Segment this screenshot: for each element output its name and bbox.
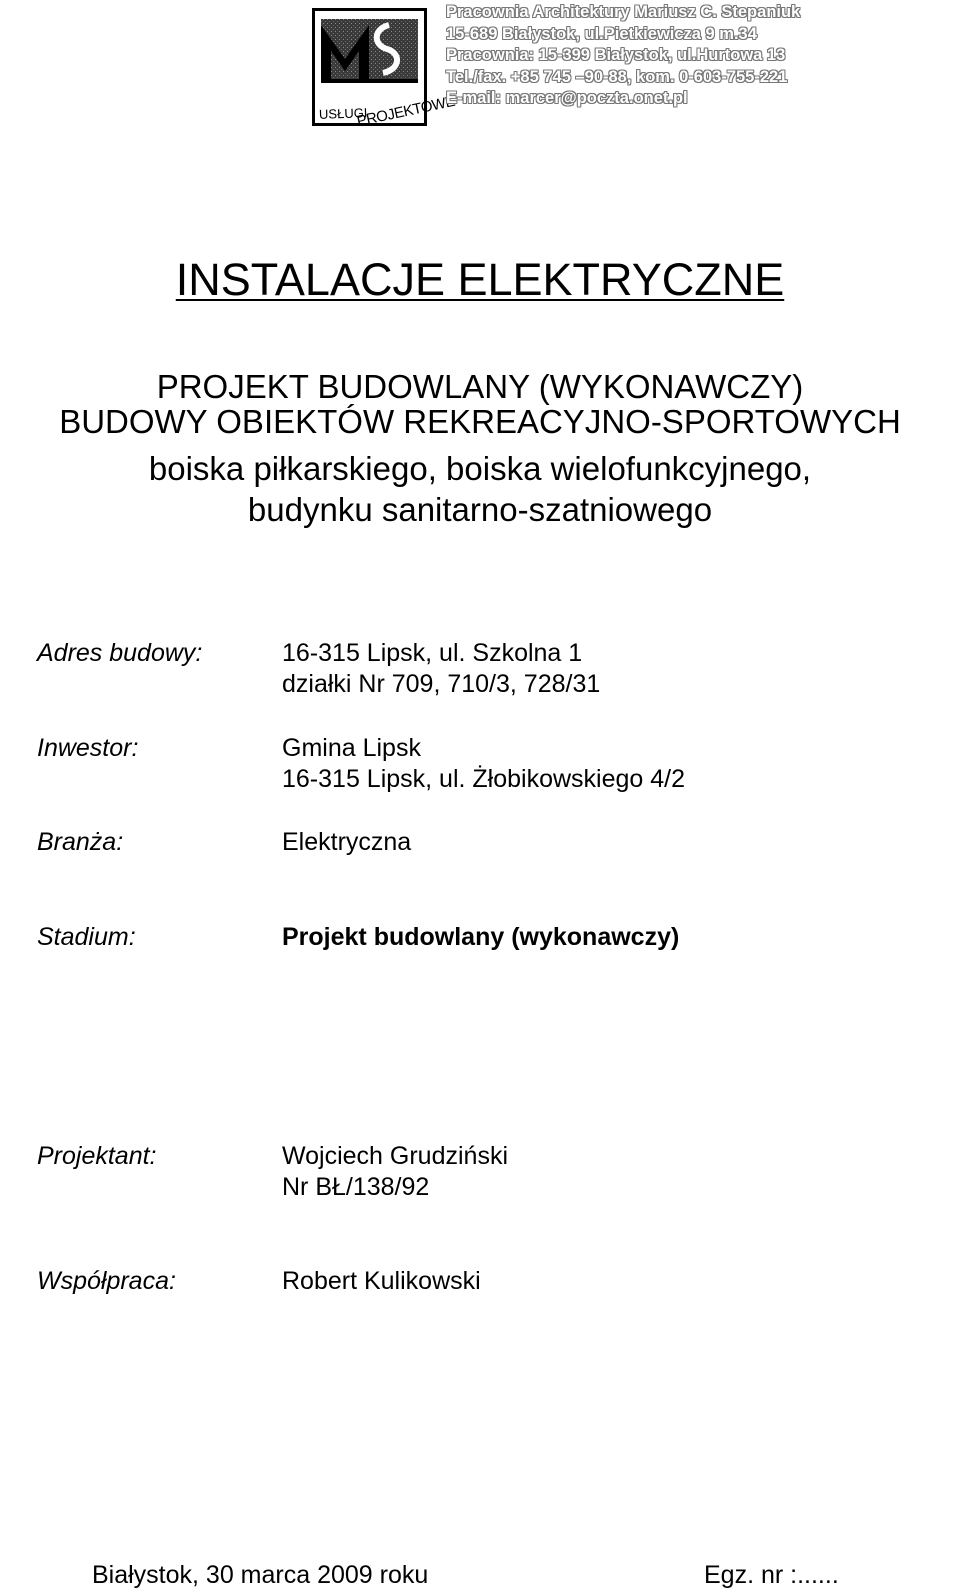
address-label: Adres budowy: (37, 639, 203, 667)
copy-number: Egz. nr :...... (704, 1561, 839, 1589)
stage-label: Stadium: (37, 923, 136, 951)
subtitle-line-2: BUDOWY OBIEKTÓW REKREACYJNO-SPORTOWYCH (59, 403, 901, 440)
document-title-text: INSTALACJE ELEKTRYCZNE (175, 254, 785, 305)
investor-label: Inwestor: (37, 734, 139, 762)
branch-label: Branża: (37, 828, 124, 856)
branch-value: Elektryczna (282, 828, 412, 856)
company-phone: Tel./fax. +85 745 –90-88, kom. 0-603-755-221 (446, 67, 788, 86)
designer-license: Nr BŁ/138/92 (282, 1173, 430, 1201)
subtitle-line-1: PROJEKT BUDOWLANY (WYKONAWCZY) (156, 368, 804, 405)
company-name: Pracownia Architektury Mariusz C. Stepaniuk (446, 3, 801, 21)
subtitle-line-4: budynku sanitarno-szatniowego (247, 491, 713, 528)
company-address: 15-689 Białystok, ul.Pietkiewicza 9 m.34 (446, 24, 757, 43)
subtitle-line-3: boiska piłkarskiego, boiska wielofunkcyjnego, (148, 450, 812, 487)
designer-name: Wojciech Grudziński (282, 1142, 509, 1170)
address-line-1: 16-315 Lipsk, ul. Szkolna 1 (282, 639, 583, 667)
stage-value: Projekt budowlany (wykonawczy) (282, 923, 680, 951)
investor-name: Gmina Lipsk (282, 734, 421, 762)
document-title (0, 254, 960, 306)
logo-text (318, 90, 457, 131)
company-header (446, 2, 800, 110)
company-office: Pracownia: 15-399 Białystok, ul.Hurtowa 13 (446, 46, 786, 64)
logo-word-projektowe: PROJEKTOWE (355, 92, 457, 131)
company-logo (312, 8, 457, 131)
cooperation-label: Współpraca: (37, 1267, 176, 1295)
logo-word-uslugi: USŁUGI (318, 105, 368, 122)
company-email: E-mail: marcer@poczta.onet.pl (446, 89, 688, 107)
investor-address: 16-315 Lipsk, ul. Żłobikowskiego 4/2 (282, 765, 686, 793)
address-line-2: działki Nr 709, 710/3, 728/31 (282, 670, 601, 698)
cooperation-name: Robert Kulikowski (282, 1267, 481, 1295)
place-and-date: Białystok, 30 marca 2009 roku (92, 1561, 429, 1589)
designer-label: Projektant: (37, 1142, 157, 1170)
